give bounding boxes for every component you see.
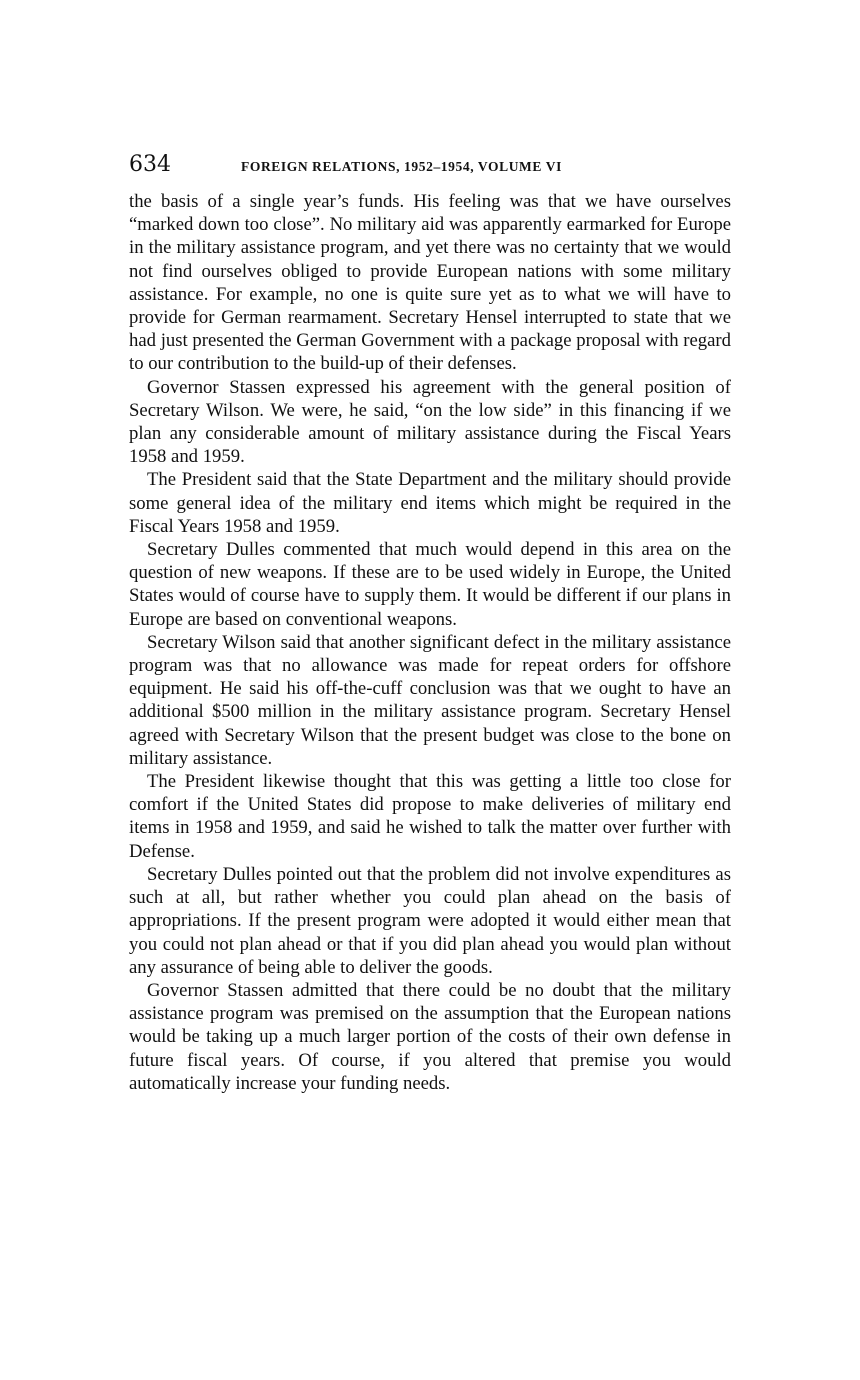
- running-head: FOREIGN RELATIONS, 1952–1954, VOLUME VI: [241, 159, 562, 174]
- page-header: [129, 148, 731, 182]
- document-page: [129, 148, 731, 1095]
- paragraph-continuation: the basis of a single year’s funds. His feeling was that we have ourselves “marked down too close”. No military aid was apparently earmarked for Europe in the military assistance program, and yet there was no certainty that we would not find ourselves obliged to provide European nations with some military assistance. For example, no one is quite sure yet as to what we will have to provide for German rearmament. Secretary Hensel interrupted to state that we had just presented the German Government with a package proposal with regard to our contribution to the build-up of their defenses.: [129, 191, 731, 375]
- body-text: [129, 190, 731, 1095]
- paragraph: Governor Stassen expressed his agreement with the general position of Secretary Wilson. We were, he said, “on the low side” in this financing if we plan any considerable amount of military assistance during the Fiscal Years 1958 and 1959.: [129, 376, 731, 468]
- paragraph: Governor Stassen admitted that there could be no doubt that the military assistance program was premised on the assumption that the European nations would be taking up a much larger portion of the costs of their own defense in future fiscal years. Of course, if you altered that premise you would automatically increase your funding needs.: [129, 979, 731, 1094]
- paragraph: The President likewise thought that this was getting a little too close for comfort if the United States did propose to make deliveries of military end items in 1958 and 1959, and said he wished to talk the matter over further with Defense.: [129, 771, 731, 862]
- paragraph: Secretary Dulles pointed out that the problem did not involve expenditures as such at all, but rather whether you could plan ahead on the basis of appropriations. If the present program were adopted it would either mean that you could not plan ahead or that if you did plan ahead you would plan without any assurance of being able to deliver the goods.: [129, 863, 731, 978]
- paragraph: The President said that the State Department and the military should provide some general idea of the military end items which might be required in the Fiscal Years 1958 and 1959.: [129, 469, 731, 537]
- paragraph: Secretary Dulles commented that much would depend in this area on the question of new weapons. If these are to be used widely in Europe, the United States would of course have to supply them. It would be different if our plans in Europe are based on conventional weapons.: [129, 539, 731, 630]
- paragraph: Secretary Wilson said that another significant defect in the military assistance program was that no allowance was made for repeat orders for offshore equipment. He said his off-the-cuff conclusion was that we ought to have an additional $500 million in the military assistance program. Secretary Hensel agreed with Secretary Wilson that the present budget was close to the bone on military assistance.: [129, 631, 731, 769]
- page-number: 634: [129, 152, 171, 177]
